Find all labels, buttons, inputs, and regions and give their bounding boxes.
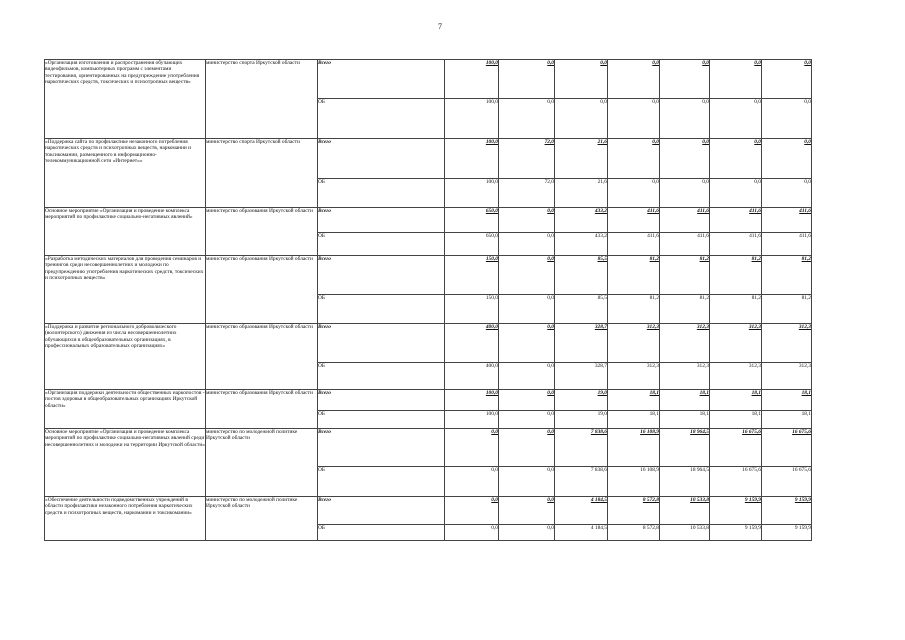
responsible-executor: министерство образования Иркутской области	[206, 256, 318, 324]
funding-source-label: ОБ	[318, 411, 445, 429]
total-amount-cell: 312,3	[608, 324, 660, 363]
table-row	[45, 208, 812, 233]
ob-amount-cell: 7 838,6	[555, 467, 608, 497]
ob-amount-cell: 411,6	[660, 233, 710, 256]
ob-amount-cell: 0,0	[499, 295, 555, 324]
ob-amount-cell: 4 184,5	[555, 525, 608, 541]
total-amount-cell: 7 838,6	[555, 429, 608, 467]
measure-description: «Поддержка сайта по профилактике незаконного потребления наркотических средств и психотропных веществ, наркомании и токсикомании, размещенного в информационно-телекоммуникационной сети «Интернет»»	[45, 139, 206, 208]
responsible-executor: министерство образования Иркутской области	[206, 208, 318, 256]
measure-description: «Обеспечение деятельности подведомственных учреждений в области профилактики незаконного потребления наркотических средств и психотропных веществ, наркомании и токсикомании»	[45, 497, 206, 541]
total-amount-cell: 81,2	[762, 256, 812, 295]
responsible-executor: министерство по молодежной политике Иркутской области	[206, 429, 318, 497]
funding-source-label: ОБ	[318, 233, 445, 256]
total-amount-cell: 0,0	[608, 139, 660, 179]
total-amount-cell: 650,0	[445, 208, 499, 233]
total-amount-cell: 100,0	[445, 139, 499, 179]
total-amount-cell: 0,0	[499, 256, 555, 295]
ob-amount-cell: 312,3	[608, 363, 660, 390]
total-amount-cell: 0,0	[499, 60, 555, 99]
total-amount-cell: 0,0	[710, 139, 762, 179]
ob-amount-cell: 0,0	[499, 233, 555, 256]
ob-amount-cell: 0,0	[710, 99, 762, 139]
ob-amount-cell: 18,1	[660, 411, 710, 429]
total-amount-cell: 18,1	[710, 390, 762, 411]
total-amount-cell: 400,0	[445, 324, 499, 363]
ob-amount-cell: 81,2	[608, 295, 660, 324]
total-amount-cell: 0,0	[499, 429, 555, 467]
measure-description: «Поддержка и развитие регионального добровольческого (волонтерского) движения из числа несовершеннолетних обучающихся в общеобразовательных организациях, в профессиональных образовательных организациях»	[45, 324, 206, 390]
ob-amount-cell: 0,0	[499, 99, 555, 139]
funding-source-label: ОБ	[318, 467, 445, 497]
ob-amount-cell: 9 159,9	[762, 525, 812, 541]
total-amount-cell: 0,0	[660, 60, 710, 99]
page-number: 7	[438, 22, 442, 31]
responsible-executor: министерство по молодежной политике Иркутской области	[206, 497, 318, 541]
ob-amount-cell: 650,0	[445, 233, 499, 256]
ob-amount-cell: 18,1	[710, 411, 762, 429]
ob-amount-cell: 16 675,6	[762, 467, 812, 497]
total-amount-cell: 8 572,8	[608, 497, 660, 525]
ob-amount-cell: 18,1	[608, 411, 660, 429]
table-row	[45, 324, 812, 363]
ob-amount-cell: 8 572,8	[608, 525, 660, 541]
funding-total-label: Всего	[318, 60, 445, 99]
total-amount-cell: 433,2	[555, 208, 608, 233]
total-amount-cell: 16 675,6	[710, 429, 762, 467]
ob-amount-cell: 433,2	[555, 233, 608, 256]
ob-amount-cell: 10 533,8	[660, 525, 710, 541]
responsible-executor: министерство образования Иркутской области	[206, 324, 318, 390]
funding-source-label: ОБ	[318, 179, 445, 208]
table-row	[45, 139, 812, 179]
total-amount-cell: 0,0	[499, 497, 555, 525]
measure-description: «Организация поддержки деятельности общественных наркопостов - постов здоровья в общеобразовательных организациях Иркутской области»	[45, 390, 206, 429]
responsible-executor: министерство образования Иркутской области	[206, 390, 318, 429]
total-amount-cell: 10 533,8	[660, 497, 710, 525]
table-row	[45, 429, 812, 467]
total-amount-cell: 411,6	[710, 208, 762, 233]
ob-amount-cell: 328,7	[555, 363, 608, 390]
ob-amount-cell: 0,0	[710, 179, 762, 208]
ob-amount-cell: 100,0	[445, 411, 499, 429]
total-amount-cell: 9 159,9	[710, 497, 762, 525]
ob-amount-cell: 400,0	[445, 363, 499, 390]
ob-amount-cell: 0,0	[762, 99, 812, 139]
total-amount-cell: 0,0	[445, 497, 499, 525]
ob-amount-cell: 0,0	[608, 179, 660, 208]
total-amount-cell: 312,3	[762, 324, 812, 363]
total-amount-cell: 100,0	[445, 60, 499, 99]
total-amount-cell: 18,1	[608, 390, 660, 411]
ob-amount-cell: 0,0	[445, 525, 499, 541]
ob-amount-cell: 81,2	[710, 295, 762, 324]
total-amount-cell: 18,1	[660, 390, 710, 411]
total-amount-cell: 0,0	[499, 324, 555, 363]
ob-amount-cell: 0,0	[660, 179, 710, 208]
measure-description: «Организация изготовления и распространения обучающих видеофильмов, компьютерных программ с элементами тестирования, ориентированных на предупреждение употребления наркотических средств, токсических и психотропных веществ»	[45, 60, 206, 139]
ob-amount-cell: 9 159,9	[710, 525, 762, 541]
ob-amount-cell: 0,0	[660, 99, 710, 139]
total-amount-cell: 19,0	[555, 390, 608, 411]
ob-amount-cell: 100,0	[445, 99, 499, 139]
ob-amount-cell: 81,2	[660, 295, 710, 324]
total-amount-cell: 312,3	[660, 324, 710, 363]
total-amount-cell: 0,0	[499, 208, 555, 233]
ob-amount-cell: 100,0	[445, 179, 499, 208]
total-amount-cell: 328,7	[555, 324, 608, 363]
total-amount-cell: 4 184,5	[555, 497, 608, 525]
ob-amount-cell: 312,3	[762, 363, 812, 390]
ob-amount-cell: 150,0	[445, 295, 499, 324]
ob-amount-cell: 0,0	[499, 411, 555, 429]
total-amount-cell: 411,6	[660, 208, 710, 233]
total-amount-cell: 0,0	[445, 429, 499, 467]
total-amount-cell: 0,0	[608, 60, 660, 99]
funding-total-label: Всего	[318, 390, 445, 411]
ob-amount-cell: 21,6	[555, 179, 608, 208]
ob-amount-cell: 411,6	[608, 233, 660, 256]
funding-total-label: Всего	[318, 429, 445, 467]
total-amount-cell: 81,2	[660, 256, 710, 295]
total-amount-cell: 72,0	[499, 139, 555, 179]
total-amount-cell: 0,0	[660, 139, 710, 179]
funding-total-label: Всего	[318, 139, 445, 179]
ob-amount-cell: 411,6	[710, 233, 762, 256]
ob-amount-cell: 0,0	[499, 363, 555, 390]
total-amount-cell: 18,1	[762, 390, 812, 411]
total-amount-cell: 312,3	[710, 324, 762, 363]
ob-amount-cell: 85,5	[555, 295, 608, 324]
ob-amount-cell: 0,0	[762, 179, 812, 208]
ob-amount-cell: 16 675,6	[710, 467, 762, 497]
ob-amount-cell: 0,0	[499, 525, 555, 541]
total-amount-cell: 0,0	[710, 60, 762, 99]
total-amount-cell: 81,2	[710, 256, 762, 295]
funding-source-label: ОБ	[318, 363, 445, 390]
funding-total-label: Всего	[318, 208, 445, 233]
ob-amount-cell: 81,2	[762, 295, 812, 324]
table-row	[45, 497, 812, 525]
ob-amount-cell: 312,3	[660, 363, 710, 390]
total-amount-cell: 16 675,6	[762, 429, 812, 467]
ob-amount-cell: 18 964,5	[660, 467, 710, 497]
table-row	[45, 256, 812, 295]
measure-description: Основное мероприятие «Организация и проведение комплекса мероприятий по профилактике социально-негативных явлений»	[45, 208, 206, 256]
funding-total-label: Всего	[318, 256, 445, 295]
total-amount-cell: 9 159,9	[762, 497, 812, 525]
measure-description: Основное мероприятие «Организация и проведение комплекса мероприятий по профилактике социально-негативных явлений среди несовершеннолетних и молодежи на территории Иркутской области»	[45, 429, 206, 497]
total-amount-cell: 0,0	[762, 139, 812, 179]
measure-description: «Разработка методических материалов для проведения семинаров и тренингов среди несовершеннолетних и молодежи по предупреждению употребления наркотических средств, токсических и психотропных веществ»	[45, 256, 206, 324]
total-amount-cell: 21,6	[555, 139, 608, 179]
funding-total-label: Всего	[318, 324, 445, 363]
total-amount-cell: 150,0	[445, 256, 499, 295]
ob-amount-cell: 0,0	[608, 99, 660, 139]
table-row	[45, 60, 812, 99]
funding-source-label: ОБ	[318, 525, 445, 541]
total-amount-cell: 100,0	[445, 390, 499, 411]
ob-amount-cell: 19,0	[555, 411, 608, 429]
total-amount-cell: 85,5	[555, 256, 608, 295]
total-amount-cell: 0,0	[555, 60, 608, 99]
total-amount-cell: 411,6	[762, 208, 812, 233]
funding-source-label: ОБ	[318, 99, 445, 139]
total-amount-cell: 0,0	[762, 60, 812, 99]
ob-amount-cell: 411,6	[762, 233, 812, 256]
total-amount-cell: 81,2	[608, 256, 660, 295]
ob-amount-cell: 0,0	[555, 99, 608, 139]
ob-amount-cell: 0,0	[445, 467, 499, 497]
total-amount-cell: 16 108,9	[608, 429, 660, 467]
responsible-executor: министерство спорта Иркутской области	[206, 139, 318, 208]
total-amount-cell: 18 964,5	[660, 429, 710, 467]
funding-source-label: ОБ	[318, 295, 445, 324]
total-amount-cell: 411,6	[608, 208, 660, 233]
budget-table	[44, 59, 812, 541]
ob-amount-cell: 0,0	[499, 467, 555, 497]
ob-amount-cell: 72,0	[499, 179, 555, 208]
responsible-executor: министерство спорта Иркутской области	[206, 60, 318, 139]
funding-total-label: Всего	[318, 497, 445, 525]
table-row	[45, 390, 812, 411]
ob-amount-cell: 18,1	[762, 411, 812, 429]
ob-amount-cell: 312,3	[710, 363, 762, 390]
total-amount-cell: 0,0	[499, 390, 555, 411]
ob-amount-cell: 16 108,9	[608, 467, 660, 497]
